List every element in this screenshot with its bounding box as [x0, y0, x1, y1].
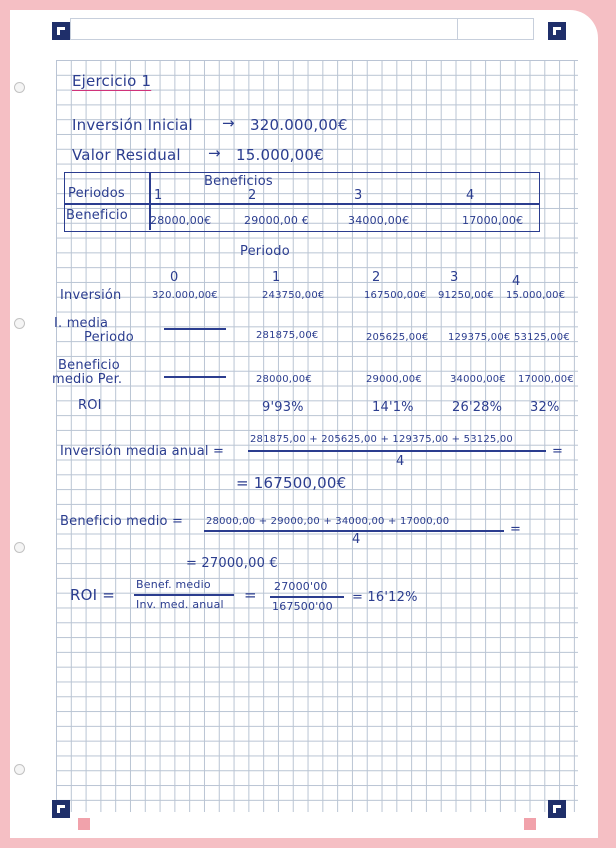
- fraction-line: [248, 450, 546, 452]
- period-heading: Periodo: [240, 244, 290, 259]
- formula3-equals: =: [244, 586, 257, 604]
- inversion-label: Inversión: [60, 288, 122, 303]
- empty-dash: [164, 376, 226, 378]
- corner-mark-bottom-right-icon: [548, 800, 566, 818]
- period-number: 3: [450, 270, 459, 285]
- corner-mark-top-left-icon: [52, 22, 70, 40]
- formula1-denominator: 4: [396, 454, 405, 469]
- imedia-value: 281875,00€: [256, 330, 319, 341]
- table-row-label-beneficio: Beneficio: [66, 208, 128, 223]
- formula2-equals: =: [510, 522, 522, 537]
- formula2-denominator: 4: [352, 532, 361, 547]
- table-cell: 28000,00€: [150, 214, 212, 227]
- table-cell: 17000,00€: [462, 214, 524, 227]
- residual-value: 15.000,00€: [236, 146, 324, 164]
- pink-marker: [78, 818, 90, 830]
- corner-mark-top-right-icon: [548, 22, 566, 40]
- formula3-num1: Benef. medio: [136, 578, 211, 591]
- inversion-value: 320.000,00€: [152, 290, 218, 301]
- table-period: 4: [466, 188, 475, 203]
- inversion-value: 15.000,00€: [506, 290, 566, 301]
- beneficio-medio-label: Beneficio: [58, 358, 120, 373]
- period-number: 4: [512, 274, 521, 289]
- fraction-line: [270, 596, 344, 598]
- formula2-result: = 27000,00 €: [186, 556, 278, 571]
- roi-value: 9'93%: [262, 400, 304, 415]
- roi-label: ROI: [78, 398, 102, 413]
- period-number: 0: [170, 270, 179, 285]
- formula3-den2: 167500'00: [272, 600, 333, 613]
- fraction-line: [134, 594, 234, 596]
- table-cell: 34000,00€: [348, 214, 410, 227]
- beneficio-medio-value: 29000,00€: [366, 374, 422, 385]
- formula1-equals: =: [552, 444, 564, 459]
- binder-hole: [14, 764, 25, 775]
- corner-mark-bottom-left-icon: [52, 800, 70, 818]
- formula3-result: = 16'12%: [352, 590, 418, 605]
- beneficio-medio-value: 28000,00€: [256, 374, 312, 385]
- roi-value: 14'1%: [372, 400, 414, 415]
- formula3-num2: 27000'00: [274, 580, 328, 593]
- binder-hole: [14, 542, 25, 553]
- arrow-icon: →: [222, 114, 235, 132]
- formula1-numerator: 281875,00 + 205625,00 + 129375,00 + 53125,00: [250, 434, 513, 445]
- formula3-lhs: ROI =: [70, 586, 115, 604]
- table-header-beneficios: Beneficios: [204, 174, 273, 189]
- beneficio-medio-value: 17000,00€: [518, 374, 574, 385]
- inversion-value: 91250,00€: [438, 290, 494, 301]
- imedia-value: 129375,00€: [448, 332, 511, 343]
- initial-investment-value: 320.000,00€: [250, 116, 348, 134]
- roi-value: 32%: [530, 400, 560, 415]
- period-number: 2: [372, 270, 381, 285]
- table-period: 1: [154, 188, 163, 203]
- imedia-value: 53125,00€: [514, 332, 570, 343]
- notebook-page: [10, 10, 598, 838]
- formula2-lhs: Beneficio medio =: [60, 514, 184, 529]
- inversion-value: 167500,00€: [364, 290, 427, 301]
- imedia-label-2: Periodo: [84, 330, 134, 345]
- period-number: 1: [272, 270, 281, 285]
- pink-marker: [524, 818, 536, 830]
- table-period: 2: [248, 188, 257, 203]
- formula3-den1: Inv. med. anual: [136, 598, 224, 611]
- initial-investment-label: Inversión Inicial: [72, 116, 193, 134]
- formula1-lhs: Inversión media anual =: [60, 444, 225, 459]
- table-period: 3: [354, 188, 363, 203]
- page-title: Ejercicio 1: [72, 72, 152, 90]
- binder-hole: [14, 82, 25, 93]
- formula1-result: = 167500,00€: [236, 474, 347, 492]
- residual-label: Valor Residual: [72, 146, 181, 164]
- table-cell: 29000,00 €: [244, 214, 309, 227]
- empty-dash: [164, 328, 226, 330]
- formula2-numerator: 28000,00 + 29000,00 + 34000,00 + 17000,00: [206, 516, 450, 527]
- binder-hole: [14, 318, 25, 329]
- beneficio-medio-value: 34000,00€: [450, 374, 506, 385]
- arrow-icon: →: [208, 144, 221, 162]
- inversion-value: 243750,00€: [262, 290, 325, 301]
- roi-value: 26'28%: [452, 400, 503, 415]
- imedia-value: 205625,00€: [366, 332, 429, 343]
- header-field: [70, 18, 534, 40]
- beneficio-medio-label-2: medio Per.: [52, 372, 123, 387]
- imedia-label: I. media: [54, 316, 109, 331]
- table-header-periodos: Periodos: [68, 186, 125, 201]
